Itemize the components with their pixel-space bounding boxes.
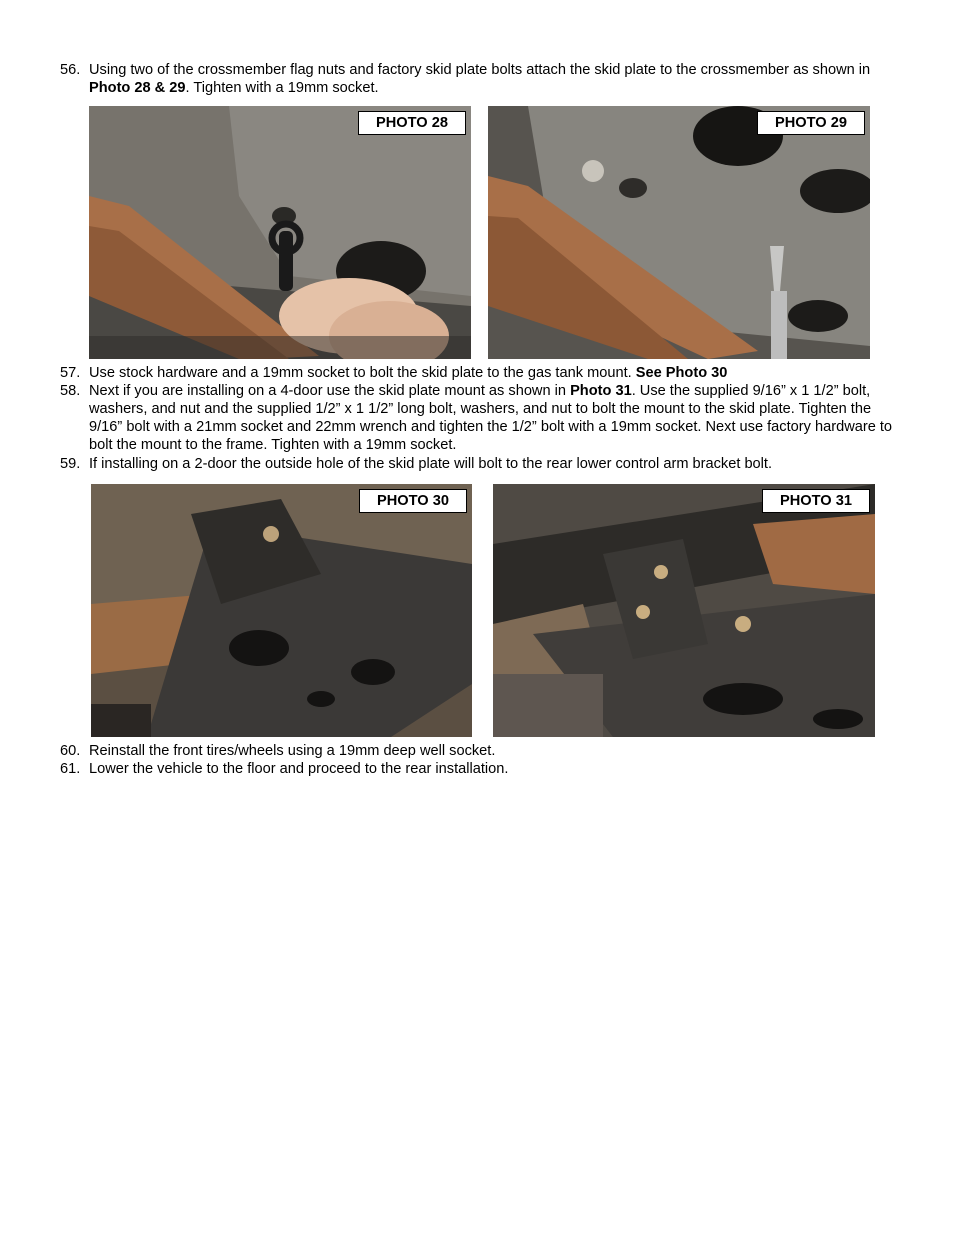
photo-30: [91, 484, 472, 737]
step-number: 57.: [60, 365, 81, 381]
step-text: Reinstall the front tires/wheels using a 19mm deep well socket.: [89, 743, 496, 759]
step-text: Using two of the crossmember flag nuts and factory skid plate bolts attach the skid plate to the crossmember as shown in Photo 28 & 29. Tighten with a 19mm socket.: [89, 62, 871, 96]
step-58: [60, 382, 894, 454]
photo-28-image: [89, 106, 471, 359]
photo-28-label: PHOTO 28: [358, 111, 466, 135]
step-59: [60, 455, 894, 473]
step-number: 61.: [60, 761, 81, 777]
step-61: [60, 760, 894, 778]
step-number: 56.: [60, 62, 81, 78]
photo-30-image: [91, 484, 472, 737]
photo-31-image: [493, 484, 875, 737]
step-text: Lower the vehicle to the floor and proceed to the rear installation.: [89, 761, 509, 777]
step-57: [60, 364, 894, 382]
step-text: If installing on a 2-door the outside hole of the skid plate will bolt to the rear lower control arm bracket bolt.: [89, 456, 773, 472]
photo-31: [493, 484, 875, 737]
photo-30-label: PHOTO 30: [359, 489, 467, 513]
step-56: [60, 61, 894, 97]
photo-29-image: [488, 106, 870, 359]
photo-31-label: PHOTO 31: [762, 489, 870, 513]
step-text: Use stock hardware and a 19mm socket to bolt the skid plate to the gas tank mount. See Photo 30: [89, 365, 728, 381]
photo-28: [89, 106, 471, 359]
step-60: [60, 742, 894, 760]
step-number: 58.: [60, 383, 81, 399]
photo-29-label: PHOTO 29: [757, 111, 865, 135]
photo-29: [488, 106, 870, 359]
step-text: Next if you are installing on a 4-door use the skid plate mount as shown in Photo 31. Use the supplied 9/16” x 1 1/2” bolt, washers, and nut and the supplied 1/2” x 1 1/2” long bolt, washers, and nut to bolt the mount to the skid plate. Tighten the 9/16” bolt with a 21mm socket and 22mm wrench and tighten the 1/2” bolt with a 19mm socket. Next use factory hardware to bolt the mount to the frame. Tighten with a 19mm socket.: [89, 383, 893, 453]
step-number: 59.: [60, 456, 81, 472]
step-number: 60.: [60, 743, 81, 759]
